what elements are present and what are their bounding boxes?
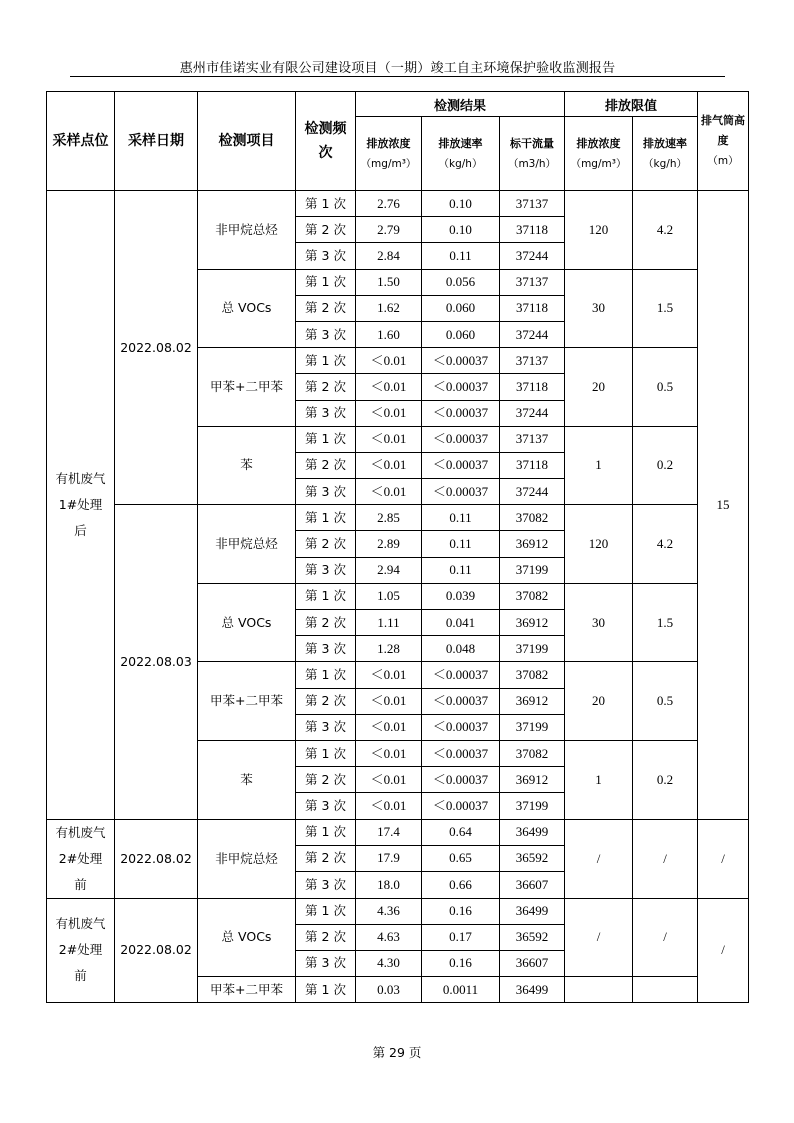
- frequency-cell: 第 2 次: [296, 531, 356, 557]
- frequency-cell: 第 3 次: [296, 950, 356, 976]
- frequency-cell: 第 3 次: [296, 872, 356, 898]
- test-item-cell: 总 VOCs: [198, 898, 296, 977]
- concentration-cell: 1.60: [356, 321, 422, 347]
- flow-cell: 37199: [500, 636, 565, 662]
- header-frequency: 检测频次: [296, 92, 356, 191]
- table-row: [47, 191, 749, 217]
- frequency-cell: 第 3 次: [296, 479, 356, 505]
- flow-cell: 36912: [500, 531, 565, 557]
- frequency-cell: 第 2 次: [296, 688, 356, 714]
- concentration-cell: ＜0.01: [356, 348, 422, 374]
- test-item-cell: 总 VOCs: [198, 269, 296, 348]
- rate-cell: 0.10: [422, 217, 500, 243]
- test-item-cell: 甲苯+二甲苯: [198, 977, 296, 1003]
- flow-cell: 37137: [500, 426, 565, 452]
- flow-cell: 37244: [500, 400, 565, 426]
- table-body: [47, 191, 749, 1003]
- limit-rate-cell: 1.5: [633, 583, 698, 662]
- concentration-cell: 1.50: [356, 269, 422, 295]
- header-concentration-unit: （mg/m³）: [360, 157, 417, 170]
- test-item-cell: 非甲烷总烃: [198, 191, 296, 270]
- header-site: 采样点位: [47, 92, 115, 191]
- frequency-cell: 第 1 次: [296, 191, 356, 217]
- header-limit-concentration-unit: （mg/m³）: [570, 157, 627, 170]
- limit-rate-cell: [633, 977, 698, 1003]
- limit-concentration-cell: 30: [565, 269, 633, 348]
- flow-cell: 37199: [500, 714, 565, 740]
- frequency-cell: 第 1 次: [296, 819, 356, 845]
- rate-cell: 0.11: [422, 243, 500, 269]
- stack-height-cell: /: [698, 898, 749, 1003]
- concentration-cell: 2.94: [356, 557, 422, 583]
- rate-cell: 0.0011: [422, 977, 500, 1003]
- rate-cell: 0.11: [422, 505, 500, 531]
- flow-cell: 37137: [500, 348, 565, 374]
- concentration-cell: ＜0.01: [356, 740, 422, 766]
- header-limit-concentration-label: 排放浓度: [576, 136, 621, 150]
- limit-rate-cell: 4.2: [633, 505, 698, 584]
- flow-cell: 36912: [500, 610, 565, 636]
- table-row: [47, 898, 749, 924]
- concentration-cell: 2.85: [356, 505, 422, 531]
- concentration-cell: ＜0.01: [356, 374, 422, 400]
- concentration-cell: ＜0.01: [356, 767, 422, 793]
- test-item-cell: 甲苯+二甲苯: [198, 662, 296, 741]
- concentration-cell: ＜0.01: [356, 688, 422, 714]
- rate-cell: 0.056: [422, 269, 500, 295]
- header-results-group: 检测结果: [356, 92, 565, 117]
- concentration-cell: ＜0.01: [356, 714, 422, 740]
- flow-cell: 37137: [500, 269, 565, 295]
- rate-cell: ＜0.00037: [422, 714, 500, 740]
- rate-cell: ＜0.00037: [422, 452, 500, 478]
- flow-cell: 36607: [500, 950, 565, 976]
- limit-rate-cell: 0.5: [633, 662, 698, 741]
- flow-cell: 37244: [500, 243, 565, 269]
- sampling-date-cell: 2022.08.02: [115, 898, 198, 1003]
- header-concentration: [356, 117, 422, 191]
- rate-cell: 0.10: [422, 191, 500, 217]
- flow-cell: 37082: [500, 662, 565, 688]
- header-divider: [70, 76, 725, 77]
- limit-rate-cell: /: [633, 819, 698, 898]
- sampling-date-cell: 2022.08.02: [115, 819, 198, 898]
- limit-concentration-cell: 1: [565, 426, 633, 505]
- limit-rate-cell: 0.2: [633, 740, 698, 819]
- frequency-cell: 第 3 次: [296, 714, 356, 740]
- frequency-cell: 第 1 次: [296, 505, 356, 531]
- rate-cell: 0.66: [422, 872, 500, 898]
- limit-rate-cell: 0.2: [633, 426, 698, 505]
- limit-concentration-cell: 20: [565, 662, 633, 741]
- concentration-cell: 17.4: [356, 819, 422, 845]
- header-rate-label: 排放速率: [438, 136, 483, 150]
- flow-cell: 37082: [500, 583, 565, 609]
- stack-height-cell: 15: [698, 191, 749, 820]
- limit-concentration-cell: /: [565, 898, 633, 977]
- limit-concentration-cell: 120: [565, 191, 633, 270]
- page-number: 第 29 页: [372, 1045, 422, 1060]
- rate-cell: 0.11: [422, 557, 500, 583]
- header-stack-height-label: 排气筒高度: [701, 114, 746, 147]
- limit-concentration-cell: 120: [565, 505, 633, 584]
- concentration-cell: 1.62: [356, 295, 422, 321]
- frequency-cell: 第 1 次: [296, 740, 356, 766]
- sampling-date-cell: 2022.08.03: [115, 505, 198, 819]
- limit-rate-cell: 0.5: [633, 348, 698, 427]
- header-rate: [422, 117, 500, 191]
- frequency-cell: 第 3 次: [296, 243, 356, 269]
- rate-cell: 0.64: [422, 819, 500, 845]
- limit-concentration-cell: 20: [565, 348, 633, 427]
- rate-cell: 0.060: [422, 295, 500, 321]
- concentration-cell: 17.9: [356, 845, 422, 871]
- frequency-cell: 第 1 次: [296, 898, 356, 924]
- rate-cell: 0.65: [422, 845, 500, 871]
- flow-cell: 36499: [500, 819, 565, 845]
- flow-cell: 36912: [500, 688, 565, 714]
- flow-cell: 36592: [500, 924, 565, 950]
- flow-cell: 37199: [500, 557, 565, 583]
- test-item-cell: 总 VOCs: [198, 583, 296, 662]
- frequency-cell: 第 2 次: [296, 374, 356, 400]
- flow-cell: 36499: [500, 898, 565, 924]
- concentration-cell: 0.03: [356, 977, 422, 1003]
- test-item-cell: 非甲烷总烃: [198, 505, 296, 584]
- rate-cell: 0.041: [422, 610, 500, 636]
- frequency-cell: 第 1 次: [296, 348, 356, 374]
- frequency-cell: 第 3 次: [296, 321, 356, 347]
- header-date: 采样日期: [115, 92, 198, 191]
- rate-cell: 0.039: [422, 583, 500, 609]
- concentration-cell: ＜0.01: [356, 452, 422, 478]
- concentration-cell: 18.0: [356, 872, 422, 898]
- concentration-cell: 1.28: [356, 636, 422, 662]
- frequency-cell: 第 1 次: [296, 426, 356, 452]
- table-row: [47, 819, 749, 845]
- rate-cell: 0.048: [422, 636, 500, 662]
- frequency-cell: 第 3 次: [296, 793, 356, 819]
- concentration-cell: ＜0.01: [356, 400, 422, 426]
- rate-cell: ＜0.00037: [422, 400, 500, 426]
- header-limit-rate: [633, 117, 698, 191]
- flow-cell: 37118: [500, 374, 565, 400]
- frequency-cell: 第 2 次: [296, 217, 356, 243]
- header-limit-concentration: [565, 117, 633, 191]
- rate-cell: 0.17: [422, 924, 500, 950]
- flow-cell: 37137: [500, 191, 565, 217]
- header-flow: [500, 117, 565, 191]
- frequency-cell: 第 2 次: [296, 295, 356, 321]
- test-item-cell: 非甲烷总烃: [198, 819, 296, 898]
- concentration-cell: 4.36: [356, 898, 422, 924]
- header-flow-unit: （m3/h）: [507, 157, 557, 170]
- limit-concentration-cell: /: [565, 819, 633, 898]
- frequency-cell: 第 2 次: [296, 452, 356, 478]
- rate-cell: ＜0.00037: [422, 793, 500, 819]
- concentration-cell: 4.63: [356, 924, 422, 950]
- frequency-cell: 第 3 次: [296, 557, 356, 583]
- flow-cell: 37118: [500, 217, 565, 243]
- sampling-site-cell: 有机废气 2#处理前: [47, 898, 115, 1003]
- frequency-cell: 第 1 次: [296, 269, 356, 295]
- concentration-cell: ＜0.01: [356, 793, 422, 819]
- rate-cell: 0.060: [422, 321, 500, 347]
- flow-cell: 37118: [500, 452, 565, 478]
- limit-concentration-cell: [565, 977, 633, 1003]
- concentration-cell: 1.05: [356, 583, 422, 609]
- header-flow-label: 标干流量: [510, 136, 554, 150]
- frequency-cell: 第 2 次: [296, 845, 356, 871]
- concentration-cell: 2.79: [356, 217, 422, 243]
- rate-cell: ＜0.00037: [422, 426, 500, 452]
- limit-concentration-cell: 30: [565, 583, 633, 662]
- rate-cell: ＜0.00037: [422, 740, 500, 766]
- rate-cell: ＜0.00037: [422, 348, 500, 374]
- test-item-cell: 苯: [198, 426, 296, 505]
- concentration-cell: 2.76: [356, 191, 422, 217]
- header-limits-group: 排放限值: [565, 92, 698, 117]
- concentration-cell: 4.30: [356, 950, 422, 976]
- sampling-site-cell: 有机废气 1#处理后: [47, 191, 115, 820]
- flow-cell: 37082: [500, 505, 565, 531]
- rate-cell: 0.11: [422, 531, 500, 557]
- frequency-cell: 第 1 次: [296, 977, 356, 1003]
- frequency-cell: 第 2 次: [296, 610, 356, 636]
- header-limit-rate-unit: （kg/h）: [643, 157, 687, 170]
- limit-concentration-cell: 1: [565, 740, 633, 819]
- header-item: 检测项目: [198, 92, 296, 191]
- flow-cell: 36607: [500, 872, 565, 898]
- limit-rate-cell: 1.5: [633, 269, 698, 348]
- flow-cell: 37244: [500, 321, 565, 347]
- frequency-cell: 第 1 次: [296, 583, 356, 609]
- test-item-cell: 甲苯+二甲苯: [198, 348, 296, 427]
- header-stack-height-unit: （m）: [707, 155, 739, 167]
- concentration-cell: ＜0.01: [356, 426, 422, 452]
- rate-cell: ＜0.00037: [422, 767, 500, 793]
- flow-cell: 37199: [500, 793, 565, 819]
- rate-cell: ＜0.00037: [422, 688, 500, 714]
- rate-cell: 0.16: [422, 898, 500, 924]
- rate-cell: ＜0.00037: [422, 374, 500, 400]
- rate-cell: ＜0.00037: [422, 662, 500, 688]
- flow-cell: 37118: [500, 295, 565, 321]
- concentration-cell: 2.84: [356, 243, 422, 269]
- sampling-date-cell: 2022.08.02: [115, 191, 198, 505]
- frequency-cell: 第 3 次: [296, 400, 356, 426]
- header-rate-unit: （kg/h）: [438, 157, 483, 170]
- stack-height-cell: /: [698, 819, 749, 898]
- limit-rate-cell: 4.2: [633, 191, 698, 270]
- report-header-title: 惠州市佳诺实业有限公司建设项目（一期）竣工自主环境保护验收监测报告: [179, 61, 616, 76]
- frequency-cell: 第 1 次: [296, 662, 356, 688]
- concentration-cell: ＜0.01: [356, 479, 422, 505]
- flow-cell: 36912: [500, 767, 565, 793]
- frequency-cell: 第 3 次: [296, 636, 356, 662]
- header-limit-rate-label: 排放速率: [643, 136, 688, 150]
- concentration-cell: ＜0.01: [356, 662, 422, 688]
- limit-rate-cell: /: [633, 898, 698, 977]
- concentration-cell: 2.89: [356, 531, 422, 557]
- flow-cell: 36499: [500, 977, 565, 1003]
- sampling-site-cell: 有机废气 2#处理前: [47, 819, 115, 898]
- header-stack-height: [698, 92, 749, 191]
- frequency-cell: 第 2 次: [296, 767, 356, 793]
- flow-cell: 37082: [500, 740, 565, 766]
- frequency-cell: 第 2 次: [296, 924, 356, 950]
- rate-cell: 0.16: [422, 950, 500, 976]
- header-concentration-label: 排放浓度: [366, 136, 411, 150]
- rate-cell: ＜0.00037: [422, 479, 500, 505]
- table-row: [47, 505, 749, 531]
- test-item-cell: 苯: [198, 740, 296, 819]
- monitoring-results-table: [46, 91, 749, 1003]
- concentration-cell: 1.11: [356, 610, 422, 636]
- flow-cell: 36592: [500, 845, 565, 871]
- flow-cell: 37244: [500, 479, 565, 505]
